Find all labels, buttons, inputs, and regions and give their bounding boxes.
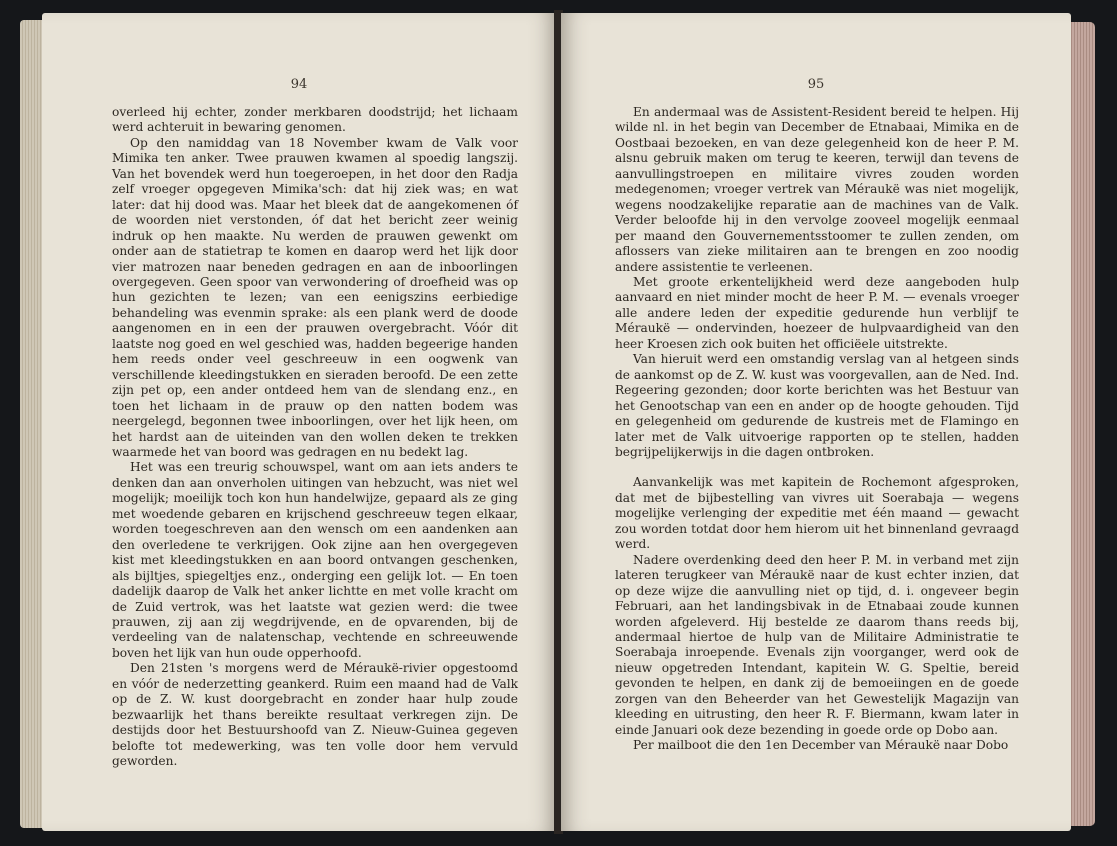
right-page — [561, 13, 1071, 831]
page-number-left: 94 — [290, 77, 308, 92]
paragraph: Van hieruit werd een omstandig verslag van al hetgeen sinds de aankomst op de Z. W. kust was voorgevallen, aan de Ned. Ind. Regeering gezonden; door korte berichten was het Bestuur van het Genootschap van een en ander op de hoogte gehouden. Tijd en gelegenheid om gedurende de kustreis met de Flamingo en later met de Valk uitvoerige rapporten op te stellen, hadden begrijpelijkerwijs in die dagen ontbroken. — [615, 352, 1019, 459]
paragraph: Per mailboot die den 1en December van Méraukë naar Dobo — [633, 738, 1009, 753]
paragraph: Het was een treurig schouwspel, want om aan iets anders te denken dan aan onverholen uitingen van hebzucht, was niet wel mogelijk; moeilijk toch kon hun handelwijze, gepaard als ze ging met woedende gebaren en krijschend geschreeuw tegen elkaar, worden toegeschreven aan den wensch om een aandenken aan den overledene te verkrijgen. Ook zijne aan hen overgegeven kist met kleedingstukken en aan boord ontvangen geschenken, als bijltjes, spiegeltjes enz., onderging een gelijk lot. — En toen dadelijk daarop de Valk het anker lichtte en met volle kracht om de Zuid vertrok, was het laatste wat gezien werd: die twee prauwen, zij aan zij wegdrijvende, en de opvarenden, bij de verdeeling van de nalatenschap, vechtende en schreeuwende boven het lijk van hun oude opperhoofd. — [112, 460, 518, 660]
left-page-text — [112, 105, 518, 769]
paragraph: Den 21sten 's morgens werd de Méraukë-rivier opgestoomd en vóór de nederzetting geankerd. Ruim een maand had de Valk op de Z. W. kust doorgebracht en zonder haar hulp zoude bezwaarlijk het thans bereikte resultaat verkregen zijn. De destijds door het Bestuurshoofd van Z. Nieuw-Guinea gegeven belofte tot medewerking, was ten volle door hem vervuld geworden. — [112, 661, 518, 769]
page-edges-left — [20, 20, 44, 828]
right-page-text — [615, 105, 1019, 754]
paragraph: Met groote erkentelijkheid werd deze aangeboden hulp aanvaard en niet minder mocht de heer P. M. — evenals vroeger alle andere leden der expeditie gedurende hun verblijf te Méraukë — ondervinden, hoezeer de hulpvaardigheid van den heer Kroesen zich ook buiten het officiëele uitstrekte. — [615, 274, 1019, 351]
paragraph: En andermaal was de Assistent-Resident bereid te helpen. Hij wilde nl. in het begin van December de Etnabaai, Mimika en de Oostbaai bezoeken, en van deze gelegenheid kon de heer P. M. alsnu gebruik maken om terug te keeren, terwijl dan tevens de aanvullingstroepen en militaire vivres zouden worden medegenomen; vroeger vertrek van Méraukë was niet mogelijk, wegens noodzakelijke reparatie aan de machines van de Valk. Verder beloofde hij in den vervolge zooveel mogelijk eenmaal per maand den Gouvernementsstoomer te zullen zenden, om aflossers van zieke militairen aan te brengen en zoo noodig andere assistentie te verleenen. — [615, 105, 1019, 274]
page-number-right: 95 — [807, 77, 825, 92]
paragraph: overleed hij echter, zonder merkbaren doodstrijd; het lichaam werd achteruit in bewaring genomen. — [112, 105, 518, 135]
page-edges-right — [1069, 22, 1095, 826]
left-page — [42, 13, 556, 831]
paragraph: Op den namiddag van 18 November kwam de Valk voor Mimika ten anker. Twee prauwen kwamen al spoedig langszij. Van het bovendek werd hun toegeroepen, in het door den Radja zelf vroeger opgegeven Mimika'sch: dat hij ziek was; en wat later: dat hij dood was. Maar het bleek dat de aangekomenen óf de woorden niet verstonden, óf dat het bericht zeer weinig indruk op hen maakte. Nu werden de prauwen gewenkt om onder aan de statietrap te komen en daarop werd het lijk door vier matrozen naar beneden gedragen en aan de inboorlingen overgegeven. Geen spoor van verwondering of droefheid was op hun gezichten te lezen; van een eenigszins eerbiedige behandeling was evenmin sprake: als een plank werd de doode aangenomen en in een der prauwen overgebracht. Vóór dit laatste nog goed en wel geschied was, hadden begeerige handen hem reeds onder veel geschreeuw in een oogwenk van verschillende kleedingstukken en sieraden beroofd. De een zette zijn pet op, een ander ontdeed hem van de slendang enz., en toen het lichaam in de prauw op den natten bodem was neergelegd, begonnen twee inboorlingen, over het lijk heen, om het hardst aan de uiteinden van den wollen deken te trekken waarmede het van boord was gedragen en nu bedekt lag. — [112, 135, 518, 459]
paragraph: Nadere overdenking deed den heer P. M. in verband met zijn lateren terugkeer van Méraukë naar de kust echter inzien, dat op deze wijze die aanvulling niet op tijd, d. i. ongeveer begin Februari, aan het landingsbivak in de Etnabaai zoude kunnen worden afgeleverd. Hij bestelde ze daarom thans reeds bij, andermaal hiertoe de hulp van de Militaire Administratie te Soerabaja inroepende. Evenals zijn voorganger, werd ook de nieuw opgetreden Intendant, kapitein W. G. Speltie, bereid gevonden te helpen, en dank zij de bemoeiingen en de goede zorgen van den Beheerder van het Gewestelijk Magazijn van kleeding en uitrusting, den heer R. F. Biermann, kwam later in einde Januari ook deze bezending in goede orde op Dobo aan. — [615, 552, 1019, 737]
paragraph: Aanvankelijk was met kapitein de Rochemont afgesproken, dat met de bijbestelling van vivres uit Soerabaja — wegens mogelijke verlenging der expeditie met één maand — gewacht zou worden totdat door hem hierom uit het binnenland gevraagd werd. — [615, 475, 1019, 552]
